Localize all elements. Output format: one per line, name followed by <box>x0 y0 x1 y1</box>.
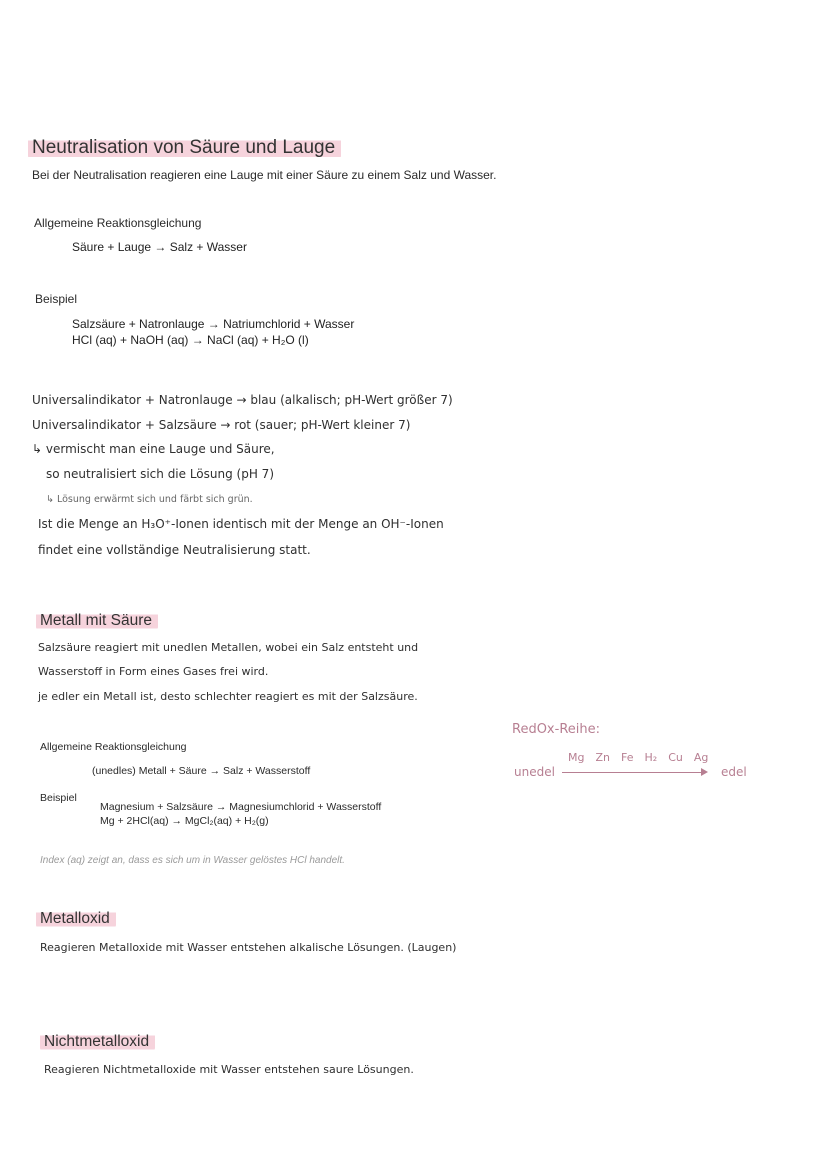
redox-right-label: edel <box>721 765 747 779</box>
metal-label: Cu <box>668 751 683 764</box>
metal-label: Fe <box>621 751 634 764</box>
metalloxid-text: Reagieren Metalloxide mit Wasser entstehen alkalische Lösungen. (Laugen) <box>40 941 457 954</box>
note-line: ↳ vermischt man eine Lauge und Säure, <box>32 442 275 456</box>
example-label: Beispiel <box>40 792 77 804</box>
nichtmetalloxid-text: Reagieren Nichtmetalloxide mit Wasser entstehen saure Lösungen. <box>44 1063 414 1076</box>
example-formula-equation: HCl (aq) + NaOH (aq) → NaCl (aq) + H₂O (l) <box>72 333 309 347</box>
redox-left-label: unedel <box>514 765 555 779</box>
metal-text-line: Salzsäure reagiert mit unedlen Metallen, wobei ein Salz entsteht und <box>38 641 419 654</box>
example-formula-equation: Mg + 2HCl(aq) → MgCl₂(aq) + H₂(g) <box>100 815 269 827</box>
metal-label: Ag <box>693 751 709 764</box>
metal-text-line: Wasserstoff in Form eines Gases frei wird. <box>38 665 269 678</box>
redox-metals <box>568 751 708 764</box>
section-title-neutralisation: Neutralisation von Säure und Lauge <box>28 137 341 159</box>
note-line: Universalindikator + Salzsäure → rot (sauer; pH-Wert kleiner 7) <box>32 418 411 432</box>
section-title-metalloxid: Metalloxid <box>36 910 116 928</box>
note-line: so neutralisiert sich die Lösung (pH 7) <box>46 467 274 481</box>
note-line-small: ↳ Lösung erwärmt sich und färbt sich grün. <box>46 494 253 505</box>
metal-label: H₂ <box>644 751 658 764</box>
general-equation-label: Allgemeine Reaktionsgleichung <box>40 741 187 753</box>
example-word-equation: Salzsäure + Natronlauge → Natriumchlorid + Wasser <box>72 317 355 331</box>
example-label: Beispiel <box>35 292 78 306</box>
note-line: findet eine vollständige Neutralisierung statt. <box>38 543 311 557</box>
metal-label: Mg <box>568 751 585 764</box>
metal-text-line: je edler ein Metall ist, desto schlechter reagiert es mit der Salzsäure. <box>38 690 418 703</box>
redox-title: RedOx-Reihe: <box>512 722 600 737</box>
general-equation: (unedles) Metall + Säure → Salz + Wasserstoff <box>92 765 311 777</box>
section-title-nichtmetalloxid: Nichtmetalloxid <box>40 1033 155 1051</box>
section-title-metall-mit-saeure: Metall mit Säure <box>36 612 158 630</box>
redox-arrow-line <box>562 772 702 773</box>
general-equation-label: Allgemeine Reaktionsgleichung <box>34 216 202 230</box>
arrow-right-icon <box>701 768 708 776</box>
note-line: Universalindikator + Natronlauge → blau (alkalisch; pH-Wert größer 7) <box>32 393 453 407</box>
example-word-equation: Magnesium + Salzsäure → Magnesiumchlorid + Wasserstoff <box>100 801 382 813</box>
general-equation: Säure + Lauge → Salz + Wasser <box>72 240 247 254</box>
metal-label: Zn <box>595 751 610 764</box>
note-line: Ist die Menge an H₃O⁺-Ionen identisch mit der Menge an OH⁻-Ionen <box>38 517 444 531</box>
neutralisation-intro: Bei der Neutralisation reagieren eine Lauge mit einer Säure zu einem Salz und Wasser. <box>32 168 497 182</box>
index-note: Index (aq) zeigt an, dass es sich um in Wasser gelöstes HCl handelt. <box>40 855 345 866</box>
